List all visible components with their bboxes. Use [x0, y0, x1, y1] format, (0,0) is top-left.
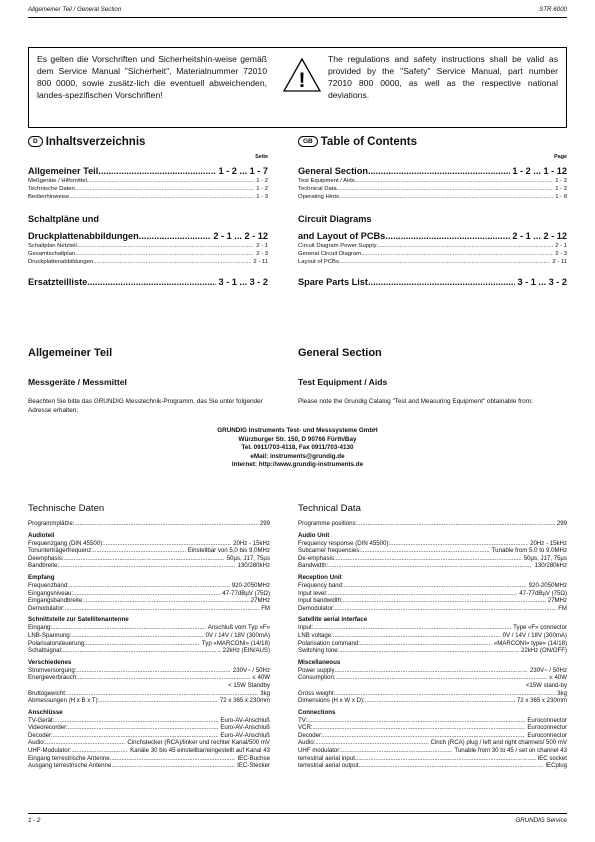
- spec-value: 130/280kHz: [534, 562, 567, 570]
- leader-dots: [84, 597, 249, 605]
- leader-dots: [99, 697, 218, 705]
- toc-de-item[interactable]: Druckplattenabbildungen ..... 2 - 11: [28, 258, 268, 266]
- spec-row: [28, 520, 270, 528]
- leader-dots: [336, 674, 548, 682]
- spec-value: 299: [556, 520, 567, 527]
- spec-label: Bandbreite:: [28, 562, 60, 570]
- spec-row: [28, 632, 270, 640]
- leader-dots: [339, 647, 519, 655]
- spec-value: Euroconnector: [527, 724, 567, 732]
- spec-group-heading: Audioteil: [28, 531, 55, 539]
- leader-dots: [68, 724, 218, 732]
- toc-de-item[interactable]: Gesamtschaltplan ..... 2 - 3: [28, 250, 268, 258]
- spec-row: [298, 747, 567, 755]
- leader-dots: [313, 724, 526, 732]
- spec-row: [298, 732, 567, 740]
- address-line[interactable]: eMail: instruments@grundig.de: [250, 452, 345, 460]
- spec-row: [298, 724, 567, 732]
- spec-row: [28, 755, 270, 763]
- general-en-subtitle: Test Equipment / Aids: [298, 377, 388, 387]
- toc-de-item[interactable]: Meßgeräte / Hilfsmittel ..... 1 - 2: [28, 177, 268, 185]
- spec-row: [298, 597, 567, 605]
- footer-page-number: 1 - 2: [28, 817, 41, 824]
- leader-dots: [104, 540, 231, 548]
- leader-dots: [71, 632, 203, 640]
- spec-label: Programmplätze:: [28, 520, 75, 527]
- tech-en-specs: [298, 520, 567, 770]
- leader-dots: [110, 755, 236, 763]
- spec-label: Videorecorder:: [28, 724, 68, 732]
- safety-notice-en: The regulations and safety instructions shall be valid as provided by the "Safety" Service Manual, part number 72010 800 0000, as well as the respective national deviations.: [328, 54, 558, 100]
- leader-dots: [71, 747, 128, 755]
- spec-value: 47-77dBµV (75Ω): [519, 589, 567, 597]
- toc-en-section-3[interactable]: Spare Parts List ..... 3 - 1 ... 3 - 2: [298, 276, 567, 288]
- spec-row: [28, 647, 270, 655]
- spec-value: 920-2050MHz: [528, 581, 567, 589]
- toc-de-section-1[interactable]: Allgemeiner Teil ..... 1 - 2 ... 1 - 7: [28, 165, 268, 177]
- spec-row: [28, 717, 270, 725]
- spec-label: Bandwidth:: [298, 562, 329, 570]
- spec-value: Einstellbar von 5,0 bis 9,0MHz: [187, 547, 270, 555]
- spec-value: 22kHz (EIN/AUS): [222, 647, 270, 655]
- spec-label: TV-Gerät:: [28, 716, 55, 724]
- leader-dots: [54, 717, 218, 725]
- toc-de-section-3[interactable]: Ersatzteilliste ..... 3 - 1 ... 3 - 2: [28, 276, 268, 288]
- spec-value: 3kg: [557, 689, 567, 697]
- toc-de-title: D Inhaltsverzeichnis: [28, 136, 268, 148]
- spec-value: 920-2050MHz: [231, 581, 270, 589]
- spec-label: Programme positions:: [298, 520, 358, 527]
- spec-value: 299: [259, 520, 270, 527]
- spec-value: 130/280kHz: [237, 562, 270, 570]
- leader-dots: [74, 520, 257, 528]
- spec-row: [298, 547, 567, 555]
- lang-badge-gb: GB: [298, 136, 318, 147]
- leader-dots: [359, 762, 544, 770]
- leader-dots: [64, 555, 225, 563]
- spec-row: [298, 762, 567, 770]
- leader-dots: [335, 690, 555, 698]
- spec-label: Eingangsbandbreite:: [28, 597, 84, 605]
- spec-row: [28, 674, 270, 682]
- leader-dots: [335, 667, 528, 675]
- svg-text:!: !: [298, 69, 306, 92]
- spec-label: Decoder:: [28, 731, 53, 739]
- spec-group-heading: Schnittstelle zur Satellitenantenne: [28, 616, 129, 624]
- address-line: Tel. 0911/703-4118, Fax 0911/703-4130: [241, 444, 354, 452]
- spec-row: [28, 667, 270, 675]
- general-en-title: General Section: [298, 347, 382, 359]
- spec-value-continuation: < 15W Standby: [228, 681, 270, 689]
- spec-row: [298, 520, 567, 528]
- toc-de-page-label: Seite: [255, 154, 268, 160]
- spec-value: Type «F» connector: [513, 624, 567, 632]
- leader-dots: [53, 732, 219, 740]
- spec-label: Input:: [298, 624, 314, 632]
- toc-en-section-2-line1: Circuit Diagrams: [298, 213, 372, 224]
- spec-label: Dimensions (H x W x D):: [298, 697, 365, 705]
- leader-dots: [59, 562, 235, 570]
- spec-label: Input level:: [298, 589, 328, 597]
- spec-label: Ausgang terrestrische Antenne: [28, 762, 112, 770]
- footer-brand: GRUNDIG Service: [515, 817, 567, 824]
- leader-dots: [344, 582, 527, 590]
- spec-label: Abmessungen (H x B x T):: [28, 697, 100, 705]
- leader-dots: [335, 605, 557, 613]
- leader-dots: [357, 520, 555, 528]
- spec-value: 230V~ / 50Hz: [529, 666, 567, 674]
- spec-group-heading: Connections: [298, 708, 336, 716]
- header-rule: [28, 17, 567, 18]
- leader-dots: [307, 717, 525, 725]
- spec-row: [28, 762, 270, 770]
- spec-label: VCR:: [298, 724, 313, 732]
- spec-value: Tunable from 5.0 to 9.0MHz: [491, 547, 567, 555]
- leader-dots: [390, 540, 528, 548]
- spec-value: Euroconnector: [527, 731, 567, 739]
- spec-row: [28, 697, 270, 705]
- spec-label: terrestrial aerial input: [298, 754, 355, 762]
- spec-value: IEC socket: [537, 754, 567, 762]
- spec-label: Switching tone:: [298, 647, 340, 655]
- spec-label: Audio:: [28, 739, 46, 747]
- leader-dots: [45, 739, 125, 747]
- spec-group-heading: Miscellaneous: [298, 658, 341, 666]
- toc-en-section-2[interactable]: and Layout of PCBs ..... 2 - 1 ... 2 - 12: [298, 230, 567, 242]
- toc-en-page-label: Page: [554, 154, 567, 160]
- spec-row: [28, 597, 270, 605]
- spec-label: terrestrial aerial output: [298, 762, 359, 770]
- spec-value: 230V~ / 50Hz: [232, 666, 270, 674]
- leader-dots: [328, 562, 532, 570]
- spec-label: Frequenzband:: [28, 581, 69, 589]
- toc-en-item[interactable]: General Circuit Diagram ..... 2 - 3: [298, 250, 567, 258]
- spec-value: Euro-AV-Anschluß: [220, 716, 270, 724]
- spec-row: [28, 582, 270, 590]
- leader-dots: [333, 632, 501, 640]
- spec-group-heading: Satellite aerial interface: [298, 616, 368, 624]
- spec-value: Typ «MARCONI» (14/18): [201, 639, 270, 647]
- spec-label: Polarisation command:: [298, 639, 360, 647]
- spec-value: 0V / 14V / 18V (300mA): [502, 631, 567, 639]
- spec-value: Euroconnector: [527, 716, 567, 724]
- leader-dots: [67, 690, 259, 698]
- spec-value: ≤ 40W: [252, 674, 270, 682]
- spec-label: De-emphasis:: [298, 554, 336, 562]
- spec-row: [298, 582, 567, 590]
- spec-row: [28, 605, 270, 613]
- spec-row: [28, 540, 270, 548]
- spec-row: [28, 590, 270, 598]
- spec-label: UHF-Modulator:: [28, 747, 72, 755]
- general-de-text: Beachten Sie bitte das GRUNDIG Messtechnik-Programm, das Sie unter folgender Adresse erhalten:: [28, 398, 263, 414]
- leader-dots: [86, 640, 200, 648]
- general-de-title: Allgemeiner Teil: [28, 347, 113, 359]
- address-line: Würzburger Str. 150, D 90766 Fürth/Bay: [238, 435, 357, 443]
- spec-label: Subcarrier frequencies:: [298, 547, 361, 555]
- toc-en-title: GB Table of Contents: [298, 136, 567, 148]
- toc-en-item[interactable]: Layout of PCBs ..... 2 - 11: [298, 258, 567, 266]
- spec-row: [298, 605, 567, 613]
- toc-en-item[interactable]: Operating Hints ..... 1 - 8: [298, 193, 567, 201]
- leader-dots: [355, 755, 536, 763]
- spec-row: [28, 747, 270, 755]
- spec-row: [298, 755, 567, 763]
- toc-de-section-2-line1: Schaltpläne und: [28, 213, 99, 224]
- spec-row: [298, 674, 567, 682]
- spec-value: Kanäle 30 bis 45 einstellbar/eingestellt auf Kanal 43: [130, 747, 270, 755]
- spec-value: ≤ 40W: [549, 674, 567, 682]
- spec-value: Anschluß vom Typ «F»: [207, 624, 270, 632]
- spec-label: Energieverbrauch:: [28, 674, 78, 682]
- grundig-address: [28, 427, 567, 470]
- spec-value: 22kHz (ON/OFF): [520, 647, 567, 655]
- spec-row: [28, 640, 270, 648]
- spec-label: Tonunterträgerfrequenz: [28, 547, 92, 555]
- leader-dots: [78, 674, 251, 682]
- spec-value: FM: [558, 604, 567, 612]
- spec-label: TV:: [298, 716, 308, 724]
- spec-row: [298, 647, 567, 655]
- toc-en-item[interactable]: Circuit Diagram Power Supply ..... 2 - 1: [298, 242, 567, 250]
- spec-label: Deemphasis:: [28, 554, 64, 562]
- spec-row: [28, 624, 270, 632]
- spec-label: Bruttogewicht:: [28, 689, 67, 697]
- spec-row: [298, 540, 567, 548]
- spec-value: IEC-Buchse: [237, 754, 270, 762]
- leader-dots: [52, 624, 206, 632]
- leader-dots: [336, 555, 522, 563]
- spec-value: 20Hz - 15kHz: [530, 539, 567, 547]
- spec-group-heading: Audio Unit: [298, 531, 330, 539]
- spec-group-heading: Anschlüsse: [28, 708, 63, 716]
- general-de-subtitle: Messgeräte / Messmittel: [28, 377, 127, 387]
- spec-group-heading: Empfang: [28, 573, 55, 581]
- leader-dots: [65, 605, 260, 613]
- spec-value: «MARCONI» type» (14/18): [493, 639, 567, 647]
- spec-label: Stromversorgung:: [28, 666, 77, 674]
- spec-row: [298, 690, 567, 698]
- header-left: Allgemeiner Teil / General Section: [28, 6, 122, 13]
- spec-value-continuation: <15W stand-by: [525, 681, 567, 689]
- leader-dots: [91, 547, 185, 555]
- spec-label: Frequenzgang (DIN 45500):: [28, 539, 104, 547]
- leader-dots: [343, 597, 546, 605]
- tech-en-title: Technical Data: [298, 503, 361, 514]
- address-line[interactable]: Internet: http://www.grundig-instruments.de: [231, 461, 364, 469]
- spec-label: Decoder:: [298, 731, 323, 739]
- spec-label: Demodulator:: [28, 604, 65, 612]
- spec-row: [28, 547, 270, 555]
- spec-group-heading: Reception Unit: [298, 573, 342, 581]
- spec-label: Audio:: [298, 739, 316, 747]
- spec-value: 50µs, J17, 75µs: [523, 554, 567, 562]
- address-line: GRUNDIG Instruments Test- und Messsysteme GmbH: [217, 427, 378, 434]
- spec-group-heading: Verschiedenes: [28, 658, 72, 666]
- toc-de: [28, 136, 268, 288]
- toc-en-item[interactable]: Test Equipment / Aids ..... 1 - 2: [298, 177, 567, 185]
- spec-value: 0V / 14V / 18V (300mA): [205, 631, 270, 639]
- spec-value: 72 x 365 x 230mm: [516, 697, 567, 705]
- lang-badge-de: D: [28, 136, 43, 147]
- spec-value: 50µs, J17, 75µs: [226, 554, 270, 562]
- spec-value: IECplug: [545, 762, 567, 770]
- toc-de-section-2[interactable]: Druckplattenabbildungen ..... 2 - 1 ... 2 - 12: [28, 230, 268, 242]
- spec-value: FM: [261, 604, 270, 612]
- spec-value: Cinchstecker (RCA)/linker und rechter Kanal/500 mV: [127, 739, 270, 747]
- toc-de-item[interactable]: Technische Daten ..... 1 - 2: [28, 185, 268, 193]
- spec-value: 27MHz: [250, 597, 270, 605]
- footer-rule: [28, 813, 567, 814]
- spec-label: LNB voltage:: [298, 631, 333, 639]
- toc-en-section-1[interactable]: General Section ..... 1 - 2 ... 1 - 12: [298, 165, 567, 177]
- spec-row: [298, 555, 567, 563]
- leader-dots: [323, 732, 526, 740]
- spec-label: Eingangsniveau:: [28, 589, 74, 597]
- spec-value: 72 x 365 x 230mm: [219, 697, 270, 705]
- spec-row: [298, 717, 567, 725]
- toc-de-item[interactable]: Bedienhinweise ..... 1 - 3: [28, 193, 268, 201]
- spec-label: Demodulator:: [298, 604, 335, 612]
- warning-triangle-icon: [282, 57, 322, 93]
- spec-label: Consumption:: [298, 674, 336, 682]
- spec-value: 3kg: [260, 689, 270, 697]
- spec-row: [298, 624, 567, 632]
- toc-de-item[interactable]: Schaltplan Netzteil ..... 2 - 1: [28, 242, 268, 250]
- spec-value: Cinch (RCA) plug / left and right channels/ 500 mV: [430, 739, 567, 747]
- spec-row: [298, 697, 567, 705]
- spec-value: IEC-Stecker: [237, 762, 270, 770]
- spec-value: Tunable from 30 to 45 / set on channel 43: [454, 747, 567, 755]
- spec-label: Eingang:: [28, 624, 53, 632]
- spec-value: Euro-AV-Anschluß: [220, 724, 270, 732]
- safety-notice-box: [28, 47, 567, 128]
- spec-row: [298, 667, 567, 675]
- leader-dots: [76, 667, 230, 675]
- spec-row: [28, 690, 270, 698]
- spec-label: Gross weight:: [298, 689, 336, 697]
- spec-row: [28, 562, 270, 570]
- leader-dots: [63, 647, 221, 655]
- spec-label: LNB-Spannung:: [28, 631, 72, 639]
- leader-dots: [69, 582, 230, 590]
- spec-row: [298, 640, 567, 648]
- toc-en: [298, 136, 567, 288]
- spec-label: Schaltsignal:: [28, 647, 63, 655]
- tech-de-title: Technische Daten: [28, 503, 105, 514]
- leader-dots: [327, 590, 517, 598]
- spec-value: 20Hz - 15kHz: [233, 539, 270, 547]
- toc-en-item[interactable]: Technical Data ..... 1 - 2: [298, 185, 567, 193]
- spec-row: [298, 632, 567, 640]
- spec-label: Power supply: [298, 666, 335, 674]
- spec-row: [298, 590, 567, 598]
- spec-row: [298, 562, 567, 570]
- safety-notice-de: Es gelten die Vorschriften und Sicherheitshin-weise gemäß dem Service Manual "Sicherheit", Materialnummer 72010 800 0000, sowie zusätz-lich die eventuell abweichenden, landes-spezifischen Vorschriften!: [37, 54, 267, 100]
- leader-dots: [315, 739, 428, 747]
- spec-label: Input bandwidth:: [298, 597, 343, 605]
- spec-label: UHF modulator:: [298, 747, 342, 755]
- header-right: STR 6000: [539, 6, 567, 13]
- general-en-text: Please note the Grundig Catalog "Test and Measuring Equipment" obtainable from:: [298, 398, 533, 405]
- leader-dots: [73, 590, 220, 598]
- leader-dots: [360, 640, 492, 648]
- spec-value: Euro-AV-Anschluß: [220, 731, 270, 739]
- spec-row: [28, 724, 270, 732]
- spec-row: [28, 555, 270, 563]
- spec-row: [28, 732, 270, 740]
- spec-value: 27MHz: [547, 597, 567, 605]
- leader-dots: [313, 624, 511, 632]
- spec-label: Eingang terrestrische Antenne: [28, 754, 110, 762]
- spec-row: [298, 739, 567, 747]
- leader-dots: [341, 747, 452, 755]
- spec-value: 47-77dBµV (75Ω): [222, 589, 270, 597]
- tech-de-specs: [28, 520, 270, 770]
- leader-dots: [365, 697, 515, 705]
- leader-dots: [361, 547, 490, 555]
- spec-label: Frequency band:: [298, 581, 344, 589]
- spec-row: [28, 739, 270, 747]
- spec-label: Frequency response (DIN 45500):: [298, 539, 391, 547]
- leader-dots: [111, 762, 235, 770]
- spec-label: Polarisatorsteuerung:: [28, 639, 86, 647]
